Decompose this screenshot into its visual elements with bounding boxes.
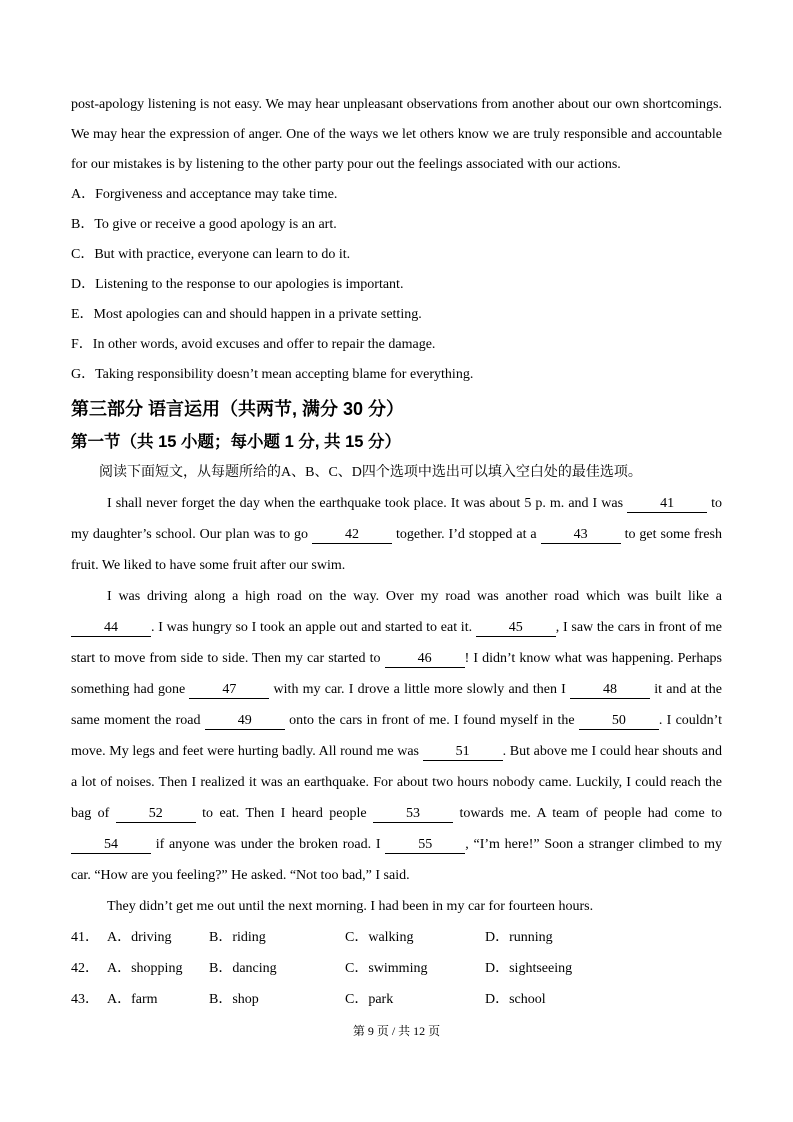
fill-blank-42: 42 (312, 527, 392, 544)
fill-blank-53: 53 (373, 806, 453, 823)
question-list (71, 922, 722, 1015)
choice-a: A．shopping (107, 961, 183, 976)
question-41-row (71, 922, 722, 953)
option-line-d: D．Listening to the response to our apologies is important. (71, 277, 404, 292)
fill-blank-45: 45 (476, 620, 556, 637)
choice-c: C．park (345, 992, 394, 1007)
fill-blank-51: 51 (423, 744, 503, 761)
fill-blank-41: 41 (627, 496, 707, 513)
fill-blank-54: 54 (71, 837, 151, 854)
fill-blank-50: 50 (579, 713, 659, 730)
question-43-row (71, 984, 722, 1015)
question-number: 42． (71, 961, 99, 976)
fill-blank-52: 52 (116, 806, 196, 823)
fill-blank-55: 55 (385, 837, 465, 854)
section-one-heading: 第一节（共 15 小题；每小题 1 分, 共 15 分） (71, 433, 402, 451)
fill-blank-43: 43 (541, 527, 621, 544)
fill-blank-48: 48 (570, 682, 650, 699)
choice-b: B．shop (209, 992, 259, 1007)
question-42-row (71, 953, 722, 984)
passage-paragraph-1: I shall never forget the day when the earthquake took place. It was about 5 p. m. and I was 41 to my daughter’s school. Our plan was to go 42 together. I’d stopped at a 43 to get some fresh fruit. We liked to have some fruit after our swim. (71, 496, 722, 573)
option-line-c: C．But with practice, everyone can learn to do it. (71, 247, 351, 262)
section-three-heading: 第三部分 语言运用（共两节, 满分 30 分） (71, 399, 405, 419)
option-line-f: F．In other words, avoid excuses and offer to repair the damage. (71, 337, 436, 352)
instruction-text: 阅读下面短文，从每题所给的A、B、C、D四个选项中选出可以填入空白处的最佳选项。 (99, 465, 642, 480)
choice-b: B．riding (209, 930, 266, 945)
option-line-g: G．Taking responsibility doesn’t mean accepting blame for everything. (71, 367, 474, 382)
choice-a: A．farm (107, 992, 158, 1007)
choice-d: D．running (485, 930, 553, 945)
intro-paragraph: post-apology listening is not easy. We may hear unpleasant observations from another about our own shortcomings. We may hear the expression of anger. One of the ways we let others know we are truly responsible and accountable for our mistakes is by listening to the other party pour out the feelings associated with our actions. (71, 97, 722, 172)
choice-a: A．driving (107, 930, 172, 945)
choice-c: C．swimming (345, 961, 428, 976)
choice-b: B．dancing (209, 961, 277, 976)
question-number: 43． (71, 992, 99, 1007)
passage-paragraph-2: I was driving along a high road on the way. Over my road was another road which was built like a 44 . I was hungry so I took an apple out and started to eat it. 45 , I saw the cars in front of me start to move from side to side. Then my car started to 46 ! I didn’t know what was happening. Perhaps something had gone 47 with my car. I drove a little more slowly and then I 48 it and at the same moment the road 49 onto the cars in front of me. I found myself in the 50 . I couldn’t move. My legs and feet were hurting badly. All round me was 51 . But above me I could hear shouts and a lot of noises. Then I realized it was an earthquake. For about two hours nobody came. Luckily, I could reach the bag of 52 to eat. Then I heard people 53 towards me. A team of people had come to 54 if anyone was under the broken road. I 55 , “I’m here!” Soon a stranger climbed to my car. “How are you feeling?” He asked. “Not too bad,” I said. (71, 589, 723, 883)
choice-d: D．school (485, 992, 546, 1007)
choice-d: D．sightseeing (485, 961, 573, 976)
fill-blank-49: 49 (205, 713, 285, 730)
passage-paragraph-3: They didn’t get me out until the next morning. I had been in my car for fourteen hours. (107, 899, 594, 914)
choice-c: C．walking (345, 930, 414, 945)
fill-blank-46: 46 (385, 651, 465, 668)
page-footer: 第 9 页 / 共 12 页 (352, 1024, 441, 1038)
fill-blank-44: 44 (71, 620, 151, 637)
option-line-b: B．To give or receive a good apology is an art. (71, 217, 337, 232)
option-line-e: E．Most apologies can and should happen in a private setting. (71, 307, 422, 322)
fill-blank-47: 47 (189, 682, 269, 699)
option-line-a: A．Forgiveness and acceptance may take time. (71, 187, 338, 202)
question-number: 41． (71, 930, 99, 945)
option-list (71, 180, 722, 390)
